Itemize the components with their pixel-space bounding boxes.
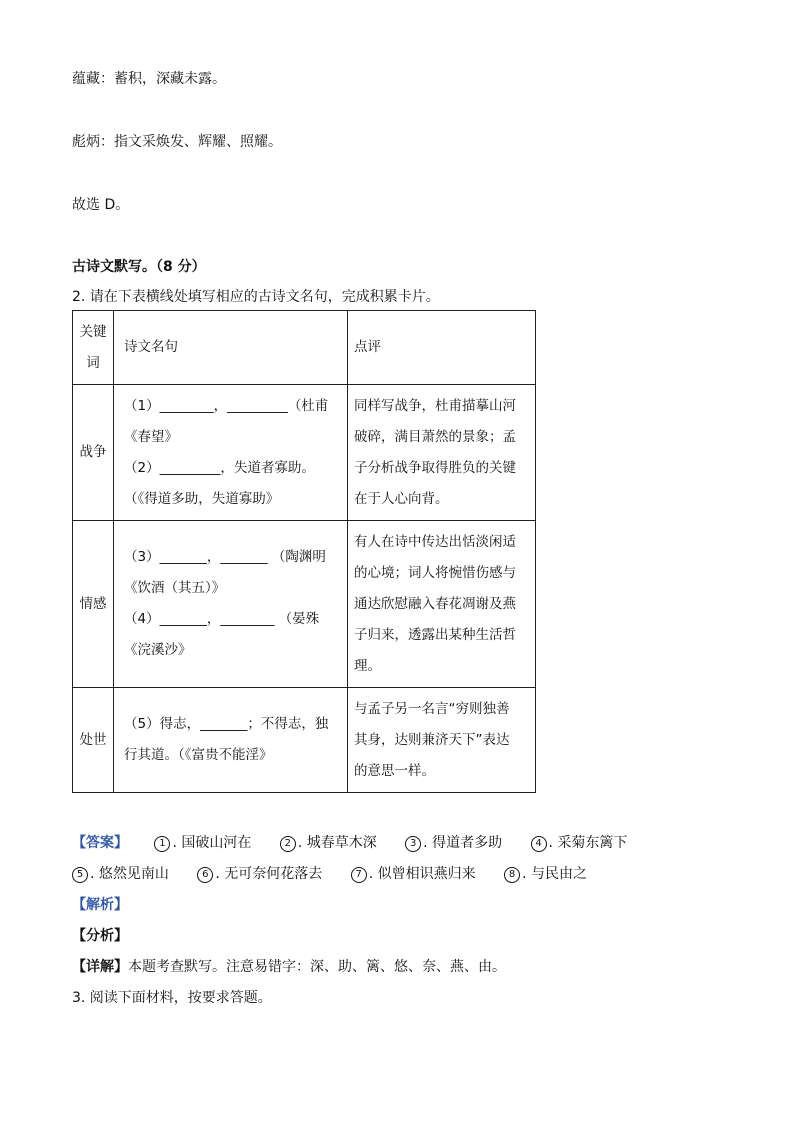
header-verse: 诗文名句 — [114, 311, 348, 385]
fenxi-line — [72, 921, 732, 952]
verse-line: （《得道多助，失道寡助》 — [124, 490, 280, 507]
comment-line: 在于人心向背。 — [354, 490, 449, 507]
answer-item: 8 . 与民由之 — [504, 866, 587, 882]
verse-cell — [114, 521, 348, 688]
answer-item: 7 . 似曾相识燕归来 — [351, 866, 476, 882]
table-row — [73, 521, 536, 688]
comment-cell — [348, 385, 536, 521]
keyword-cell: 战争 — [73, 385, 114, 521]
answer-item: 5 . 悠然见南山 — [72, 866, 169, 882]
answer-line-2 — [72, 859, 732, 890]
keyword-cell: 情感 — [73, 521, 114, 688]
answer-item: 2 . 城春草木深 — [280, 835, 377, 851]
next-question: 3. 阅读下面材料，按要求答题。 — [72, 990, 272, 1006]
answer-block — [72, 828, 732, 1014]
answer-item: 4 . 采菊东篱下 — [531, 835, 628, 851]
comment-line: 通达欣慰融入春花凋谢及燕 — [354, 595, 516, 612]
fenxi-label: 【分析】 — [72, 928, 128, 944]
answer-label: 【答案】 — [72, 835, 128, 851]
keyword-cell: 处世 — [73, 688, 114, 793]
circled-number: 7 — [351, 867, 367, 883]
comment-line: 子归来，透露出某种生活哲 — [354, 626, 516, 643]
jiexi-label: 【解析】 — [72, 897, 128, 913]
circled-number: 1 — [154, 836, 170, 852]
circled-number: 6 — [197, 867, 213, 883]
choice-result: 故选 D。 — [72, 197, 130, 213]
circled-number: 3 — [405, 836, 421, 852]
verse-line: （5）得志，_______；不得志，独 — [124, 716, 329, 732]
comment-line: 子分析战争取得胜负的关键 — [354, 459, 516, 476]
verse-cell — [114, 688, 348, 793]
table-row — [73, 385, 536, 521]
comment-line: 理。 — [354, 657, 381, 674]
comment-line: 其身，达则兼济天下”表达 — [354, 731, 510, 748]
circled-number: 5 — [72, 867, 88, 883]
comment-line: 破碎，满目萧然的景象；孟 — [354, 428, 516, 445]
comment-line: 有人在诗中传达出恬淡闲适 — [354, 533, 516, 550]
verse-line: 《饮酒（其五）》 — [124, 580, 226, 596]
definition-biaobing: 彪炳：指文采焕发、辉耀、照耀。 — [72, 134, 282, 150]
comment-line: 的心境；词人将惋惜伤感与 — [354, 564, 516, 581]
question-2-prompt: 2. 请在下表横线处填写相应的古诗文名句，完成积累卡片。 — [72, 289, 440, 305]
accumulation-card-table — [72, 310, 536, 793]
verse-line: （4）_______，________ （晏殊 — [124, 611, 320, 627]
verse-line: 《浣溪沙》 — [124, 642, 192, 658]
table-header-row — [73, 311, 536, 385]
circled-number: 2 — [280, 836, 296, 852]
table-row — [73, 688, 536, 793]
definition-yuncang: 蕴藏：蓄积，深藏未露。 — [72, 71, 226, 87]
verse-line: （3）_______，_______ （陶渊明 — [124, 549, 326, 565]
verse-line: 行其道。（《富贵不能淫》 — [124, 747, 273, 763]
comment-line: 与孟子另一名言“穷则独善 — [354, 700, 510, 717]
verse-line: 《春望》 — [124, 428, 178, 445]
header-comment: 点评 — [348, 311, 536, 385]
comment-line: 的意思一样。 — [354, 762, 435, 779]
circled-number: 8 — [504, 867, 520, 883]
detail-label: 【详解】 — [72, 959, 128, 975]
header-keyword: 关键词 — [73, 311, 114, 385]
jiexi-line — [72, 890, 732, 921]
verse-line: （2）_________，失道者寡助。 — [124, 459, 315, 476]
detail-text: 本题考查默写。注意易错字：深、助、篱、悠、奈、燕、由。 — [128, 959, 506, 975]
answer-item: 1 . 国破山河在 — [154, 835, 251, 851]
answer-item: 6 . 无可奈何花落去 — [197, 866, 322, 882]
section-title: 古诗文默写。（8 分） — [72, 259, 206, 275]
answer-item: 3 . 得道者多助 — [405, 835, 502, 851]
answer-line-1 — [72, 828, 732, 859]
verse-line: （1）________，_________（杜甫 — [124, 397, 329, 414]
verse-cell — [114, 385, 348, 521]
comment-cell — [348, 688, 536, 793]
comment-cell — [348, 521, 536, 688]
detail-line — [72, 952, 732, 983]
circled-number: 4 — [531, 836, 547, 852]
comment-line: 同样写战争，杜甫描摹山河 — [354, 397, 516, 414]
